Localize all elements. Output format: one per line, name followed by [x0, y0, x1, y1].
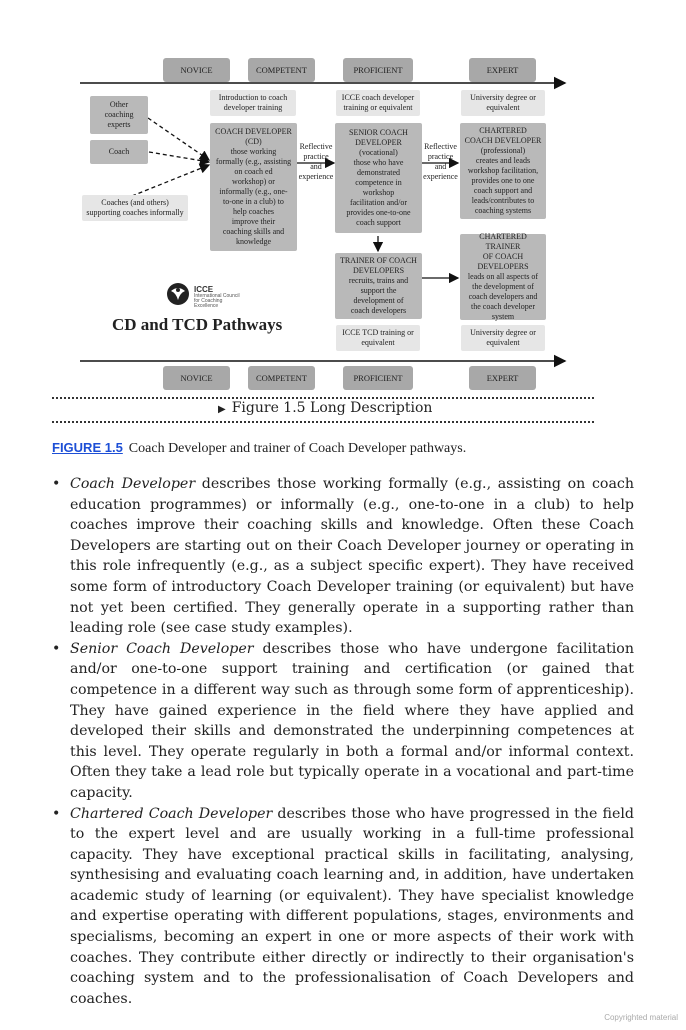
- list-item-text: describes those who have progressed in the field to the expert level and are usually working in a full-time professional capacity. They have exceptional practical skills in facilitating, analysing, synthesising and evaluating coach learning and, in addition, have undertaken academic study of learning (or equivalent). They have specialist knowledge and expertise operating with different populations, stages, environments and specialisms, becoming an expert in one or more aspects of their work with coaches. They contribute either directly or indirectly to their organisation's coaching system and to the professionalisation of Coach Developers and coaches.: [70, 805, 635, 1007]
- box-coaches-others: Coaches (and others) supporting coaches informally: [82, 195, 188, 221]
- figure-caption-link[interactable]: FIGURE 1.5: [52, 440, 123, 455]
- figure-caption-text: Coach Developer and trainer of Coach Developer pathways.: [128, 441, 467, 456]
- copyright-watermark: Copyrighted material: [604, 1013, 678, 1022]
- label-reflective-practice-2: Reflective practice and experience: [423, 142, 458, 181]
- box-senior-coach-developer: SENIOR COACH DEVELOPER (vocational) those who have demonstrated competence in workshop facilitation and/or provides one-to-one coach support: [335, 123, 422, 233]
- box-chartered-coach-developer: CHARTERED COACH DEVELOPER (professional) creates and leads workshop facilitation, provides one to one coach support and leads/contributes to coaching systems: [460, 123, 546, 219]
- figure-long-description-label: Figure 1.5 Long Description: [231, 400, 433, 416]
- expand-triangle-icon: ▶: [218, 404, 226, 415]
- list-item-term: Chartered Coach Developer: [70, 805, 273, 822]
- icce-logo-icon: [166, 282, 190, 306]
- stage-top-competent: COMPETENT: [248, 58, 315, 82]
- diagram-title: CD and TCD Pathways: [112, 315, 283, 334]
- list-item: [52, 474, 634, 639]
- list-item-text: describes those working formally (e.g., assisting on coach education programmes) or informally (e.g., one-to-one in a club) to help coaches improve their coaching skills and knowledge. Often these Coach Developers are starting out on their Coach Developer journey or operating in this role infrequently (e.g., as a subject specific expert). They have received some form of introductory Coach Developer training (or equivalent) but have not yet been certified. They generally operate in a supporting rather than leading role (see case study examples).: [70, 476, 634, 637]
- dotted-divider-top: [52, 397, 594, 399]
- qual-icce-training: ICCE coach developer training or equivalent: [336, 90, 420, 116]
- box-trainer-of-coach-developers: TRAINER OF COACH DEVELOPERS recruits, trains and support the development of coach developers: [335, 253, 422, 319]
- list-item: [52, 804, 634, 1010]
- figure-caption: [52, 440, 652, 457]
- box-coach-developer: COACH DEVELOPER (CD) those working formally (e.g., assisting on coach ed workshop) or informally (e.g., one- to-one in a club) to help coaches improve their coaching skills and knowledge: [210, 123, 297, 251]
- pathways-diagram: [0, 0, 686, 400]
- qual-university-top: University degree or equivalent: [461, 90, 545, 116]
- list-item-term: Senior Coach Developer: [70, 640, 254, 657]
- dashed-coaches-to-cd: [132, 165, 209, 196]
- box-coach: Coach: [90, 140, 148, 164]
- definition-list: [52, 474, 634, 1009]
- dashed-coach-to-cd: [149, 152, 209, 162]
- icce-logo-subtitle: International Council for Coaching Excellence: [194, 293, 240, 309]
- box-other-coaching-experts: Other coaching experts: [90, 96, 148, 134]
- list-item: [52, 639, 634, 804]
- figure-long-description-toggle[interactable]: [218, 400, 432, 416]
- stage-bottom-expert: EXPERT: [469, 366, 536, 390]
- qual-university-bottom: University degree or equivalent: [461, 325, 545, 351]
- stage-top-proficient: PROFICIENT: [343, 58, 413, 82]
- qual-icce-tcd: ICCE TCD training or equivalent: [336, 325, 420, 351]
- box-chartered-trainer: CHARTERED TRAINER OF COACH DEVELOPERS leads on all aspects of the development of coach developers and the coach developer system: [460, 234, 546, 320]
- dotted-divider-bottom: [52, 421, 594, 423]
- stage-bottom-proficient: PROFICIENT: [343, 366, 413, 390]
- qual-intro-training: Introduction to coach developer training: [210, 90, 296, 116]
- list-item-text: describes those who have undergone facilitation and/or one-to-one support training and certification (or gained that competence in a different way such as through some form of apprenticeship). They have gained experience in the field where they have applied and developed their skills and demonstrated the underpinning competences at this level. They operate regularly in both a formal and/or informal context. Often they take a lead role but typically operate in a vocational and part-time capacity.: [70, 640, 634, 801]
- list-item-term: Coach Developer: [70, 476, 196, 492]
- icce-logo-name: ICCE: [194, 285, 214, 294]
- label-reflective-practice-1: Reflective practice and experience: [298, 142, 334, 181]
- stage-top-expert: EXPERT: [469, 58, 536, 82]
- stage-bottom-novice: NOVICE: [163, 366, 230, 390]
- stage-bottom-competent: COMPETENT: [248, 366, 315, 390]
- stage-top-novice: NOVICE: [163, 58, 230, 82]
